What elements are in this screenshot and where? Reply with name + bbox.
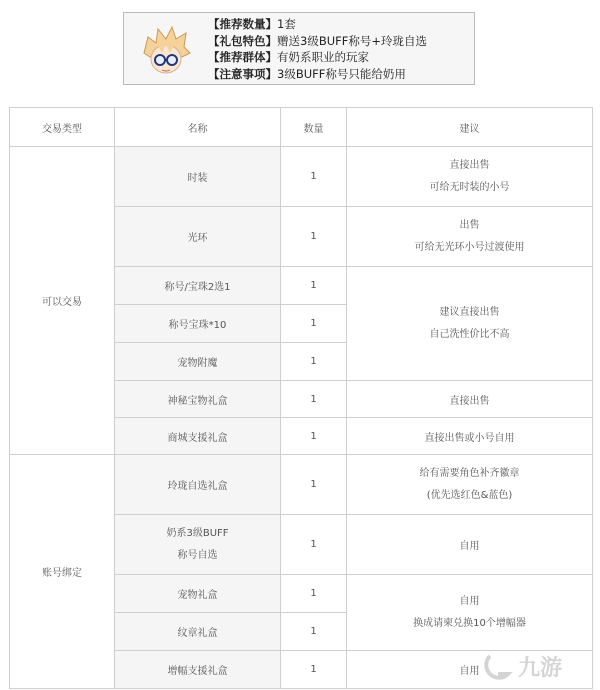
character-avatar-icon [138, 23, 194, 79]
info-label: 【推荐群体】 [208, 50, 277, 64]
advice-line: 自己洗性价比不高 [429, 328, 510, 340]
item-name: 称号宝珠*10 [115, 305, 281, 343]
item-table [9, 107, 593, 689]
table-row [10, 455, 593, 515]
item-advice: 直接出售或小号自用 [347, 418, 593, 455]
item-name: 宠物附魔 [115, 343, 281, 381]
item-qty: 1 [281, 343, 347, 381]
info-line-quantity [208, 16, 427, 33]
item-name [115, 515, 281, 575]
advice-line: 可给无光环小号过渡使用 [414, 241, 525, 253]
item-name: 增幅支援礼盒 [115, 651, 281, 689]
item-name: 商城支援礼盒 [115, 418, 281, 455]
info-lines [208, 16, 427, 82]
header-name: 名称 [115, 108, 281, 147]
item-name: 光环 [115, 207, 281, 267]
item-name: 称号/宝珠2选1 [115, 267, 281, 305]
info-value: 1套 [277, 17, 296, 31]
advice-line: 直接出售 [449, 159, 490, 171]
item-qty: 1 [281, 381, 347, 418]
item-qty: 1 [281, 207, 347, 267]
header-trade-type: 交易类型 [10, 108, 115, 147]
item-advice: 自用 [347, 515, 593, 575]
info-value: 有奶系职业的玩家 [277, 50, 369, 64]
item-qty: 1 [281, 147, 347, 207]
watermark-logo-icon [482, 646, 592, 686]
item-qty: 1 [281, 651, 347, 689]
table-header-row [10, 108, 593, 147]
advice-line: 建议直接出售 [439, 306, 500, 318]
item-qty: 1 [281, 418, 347, 455]
advice-line: (优先选红色&蓝色) [426, 489, 513, 501]
name-line: 称号自选 [177, 549, 218, 561]
group-bound: 账号绑定 [10, 455, 115, 689]
watermark-text: 九游 [518, 656, 563, 681]
item-qty: 1 [281, 455, 347, 515]
item-qty: 1 [281, 267, 347, 305]
package-info-box [123, 12, 475, 85]
item-qty: 1 [281, 305, 347, 343]
info-line-target [208, 49, 427, 66]
table-row [10, 147, 593, 207]
item-advice [347, 455, 593, 515]
info-label: 【推荐数量】 [208, 17, 277, 31]
info-value: 赠送3级BUFF称号+玲珑自选 [277, 33, 427, 48]
item-advice: 自用 [347, 651, 593, 689]
item-name: 纹章礼盒 [115, 613, 281, 651]
advice-line: 自用 [459, 595, 480, 607]
info-label: 【礼包特色】 [208, 33, 277, 48]
header-advice: 建议 [347, 108, 593, 147]
item-name: 时装 [115, 147, 281, 207]
item-name: 宠物礼盒 [115, 575, 281, 613]
item-advice [347, 575, 593, 651]
info-line-feature [208, 33, 427, 50]
advice-line: 换成请柬兑换10个增幅器 [413, 617, 526, 629]
item-advice: 直接出售 [347, 381, 593, 418]
info-value: 3级BUFF称号只能给奶用 [277, 66, 406, 81]
name-line: 奶系3级BUFF [166, 527, 229, 539]
info-line-note [208, 66, 427, 83]
advice-line: 可给无时装的小号 [429, 181, 510, 193]
info-label: 【注意事项】 [208, 66, 277, 81]
group-tradable: 可以交易 [10, 147, 115, 455]
item-qty: 1 [281, 613, 347, 651]
header-quantity: 数量 [281, 108, 347, 147]
item-qty: 1 [281, 575, 347, 613]
advice-line: 出售 [459, 219, 480, 231]
item-name: 神秘宝物礼盒 [115, 381, 281, 418]
item-qty: 1 [281, 515, 347, 575]
item-name: 玲珑自选礼盒 [115, 455, 281, 515]
item-advice [347, 147, 593, 207]
advice-line: 给有需要角色补齐徽章 [419, 467, 520, 479]
item-advice [347, 207, 593, 267]
item-advice [347, 267, 593, 381]
